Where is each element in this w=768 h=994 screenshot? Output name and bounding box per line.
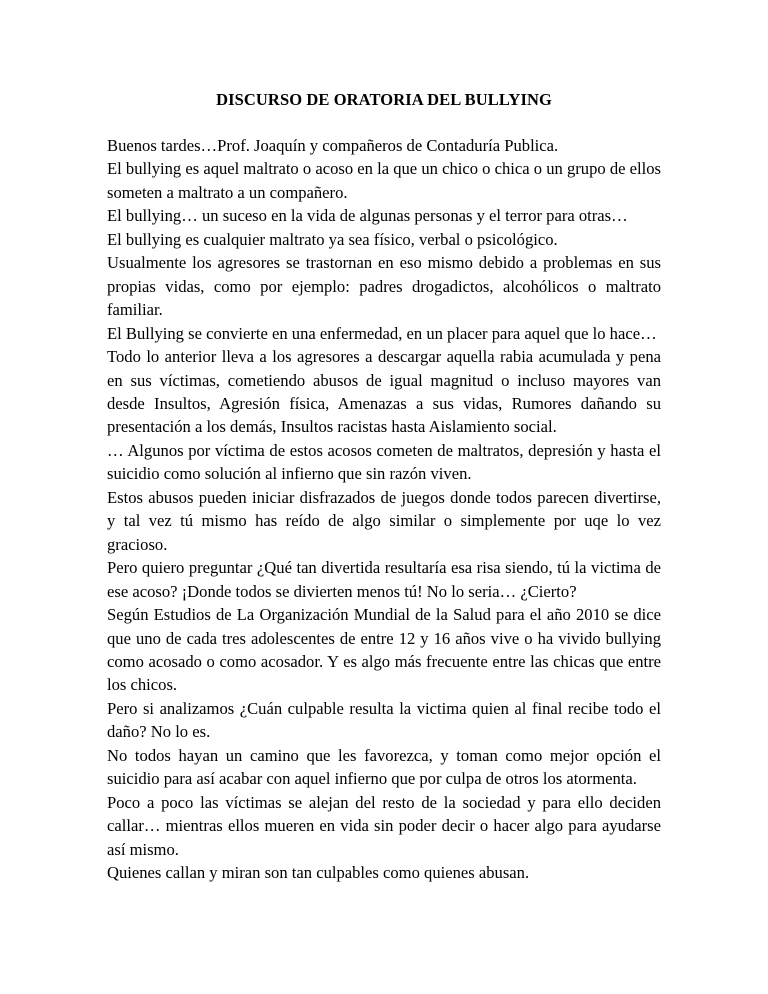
paragraph-juegos: Estos abusos pueden iniciar disfrazados de juegos donde todos parecen divertirse, y tal vez tú mismo has reído de algo similar o simplemente por uqe lo vez gracioso. [107, 487, 661, 554]
document-body [107, 134, 661, 885]
paragraph-conclusion: Quienes callan y miran son tan culpables como quienes abusan. [107, 863, 530, 883]
paragraph-culpable: Pero si analizamos ¿Cuán culpable resulta la victima quien al final recibe todo el daño? No lo es. [107, 698, 661, 742]
paragraph-suicidio: … Algunos por víctima de estos acosos cometen de maltratos, depresión y hasta el suicidio como solución al infierno que sin razón viven. [107, 440, 661, 484]
paragraph-suceso: El bullying… un suceso en la vida de algunas personas y el terror para otras… [107, 206, 628, 226]
paragraph-greeting: Buenos tardes…Prof. Joaquín y compañeros de Contaduría Publica. [107, 136, 559, 155]
paragraph-agresores: Usualmente los agresores se trastornan en eso mismo debido a problemas en sus propias vidas, como por ejemplo: padres drogadictos, alcohólicos o maltrato familiar. [107, 253, 661, 320]
paragraph-maltrato-types: El bullying es cualquier maltrato ya sea físico, verbal o psicológico. [107, 229, 558, 249]
paragraph-definition: El bullying es aquel maltrato o acoso en la que un chico o chica o un grupo de ellos someten a maltrato a un compañero. [107, 159, 661, 202]
paragraph-pregunta: Pero quiero preguntar ¿Qué tan divertida resultaría esa risa siendo, tú la victima de ese acoso? ¡Donde todos se divierten menos tú! No lo seria… ¿Cierto? [107, 558, 661, 601]
paragraph-estudios-oms: Según Estudios de La Organización Mundial de la Salud para el año 2010 se dice que uno de cada tres adolescentes de entre 12 y 16 años vive o ha vivido bullying como acosado o como acosador. Y es algo más frecuente entre las chicas que entre los chicos. [107, 605, 661, 695]
paragraph-alejan: Poco a poco las víctimas se alejan del resto de la sociedad y para ello deciden callar… mientras ellos mueren en vida sin poder decir o hacer algo para ayudarse así mismo. [107, 792, 661, 859]
paragraph-camino: No todos hayan un camino que les favorezca, y toman como mejor opción el suicidio para así acabar con aquel infierno que por culpa de otros los atormenta. [107, 745, 661, 789]
paragraph-enfermedad: El Bullying se convierte en una enfermedad, en un placer para aquel que lo hace… [107, 323, 657, 343]
paragraph-consecuencias: Todo lo anterior lleva a los agresores a descargar aquella rabia acumulada y pena en sus víctimas, cometiendo abusos de igual magnitud o incluso mayores van desde Insultos, Agresión física, Amenazas a sus vidas, Rumores dañando su presentación a los demás, Insultos racistas hasta Aislamiento social. [107, 347, 661, 437]
document-title: DISCURSO DE ORATORIA DEL BULLYING [216, 90, 552, 109]
